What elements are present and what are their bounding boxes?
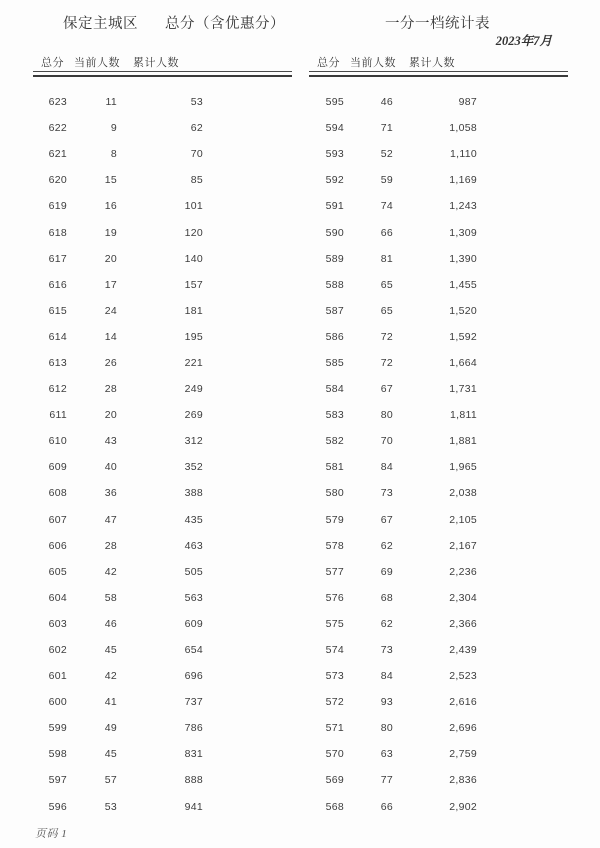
cumulative-count-cell: 85	[190, 174, 203, 187]
table-row	[33, 454, 292, 480]
current-count-cell: 52	[380, 148, 393, 161]
score-cell: 585	[325, 356, 344, 369]
score-cell: 601	[48, 670, 67, 683]
table-row	[33, 794, 292, 820]
table-row	[309, 246, 568, 272]
cumulative-count-cell: 1,811	[450, 409, 477, 422]
header-divider	[33, 71, 292, 77]
table-row	[33, 324, 292, 350]
table-row	[309, 298, 568, 324]
score-cell: 574	[325, 644, 344, 657]
current-count-cell: 42	[104, 670, 117, 683]
cumulative-count-cell: 888	[184, 774, 203, 787]
current-count-cell: 16	[104, 200, 117, 213]
region-label: 保定主城区	[63, 16, 138, 32]
score-cell: 599	[48, 722, 67, 735]
table-row	[33, 480, 292, 506]
cumulative-count-cell: 831	[184, 748, 203, 761]
table-row	[33, 376, 292, 402]
table-row	[33, 663, 292, 689]
current-count-cell: 45	[104, 748, 117, 761]
current-count-cell: 8	[110, 148, 117, 161]
table-body-left	[33, 89, 292, 820]
cumulative-count-cell: 157	[184, 278, 203, 291]
current-count-cell: 62	[380, 617, 393, 630]
table-row	[33, 167, 292, 193]
cumulative-count-cell: 1,309	[449, 226, 477, 239]
score-cell: 600	[48, 696, 67, 709]
score-cell: 580	[325, 487, 344, 500]
table-row	[309, 507, 568, 533]
score-cell: 586	[325, 330, 344, 343]
table-row	[309, 376, 568, 402]
cumulative-count-cell: 505	[184, 565, 203, 578]
table-row	[309, 219, 568, 245]
cumulative-count-cell: 1,058	[449, 122, 477, 135]
current-count-cell: 68	[380, 591, 393, 604]
score-cell: 578	[325, 539, 344, 552]
current-count-cell: 53	[104, 800, 117, 813]
current-count-cell: 65	[380, 278, 393, 291]
score-cell: 588	[325, 278, 344, 291]
current-count-cell: 77	[380, 774, 393, 787]
current-count-cell: 26	[104, 356, 117, 369]
current-count-cell: 45	[104, 644, 117, 657]
score-cell: 571	[325, 722, 344, 735]
table-row	[33, 350, 292, 376]
current-count-cell: 15	[104, 174, 117, 187]
table-row	[33, 219, 292, 245]
score-cell: 594	[325, 122, 344, 135]
table-row	[33, 298, 292, 324]
score-cell: 592	[325, 174, 344, 187]
table-row	[309, 794, 568, 820]
score-cell: 623	[48, 96, 67, 109]
table-row	[33, 193, 292, 219]
cumulative-count-cell: 120	[184, 226, 203, 239]
table-row	[309, 115, 568, 141]
table-row	[309, 585, 568, 611]
table-row	[33, 89, 292, 115]
current-count-cell: 69	[380, 565, 393, 578]
score-cell: 593	[325, 148, 344, 161]
table-row	[33, 741, 292, 767]
score-cell: 613	[48, 356, 67, 369]
score-cell: 582	[325, 435, 344, 448]
cumulative-count-cell: 1,965	[449, 461, 477, 474]
table-body-right	[309, 89, 568, 820]
score-cell: 598	[48, 748, 67, 761]
table-row	[309, 663, 568, 689]
current-count-cell: 40	[104, 461, 117, 474]
score-cell: 577	[325, 565, 344, 578]
current-count-cell: 74	[380, 200, 393, 213]
score-cell: 583	[325, 409, 344, 422]
score-cell: 611	[49, 409, 67, 422]
table-row	[309, 141, 568, 167]
score-cell: 610	[48, 435, 67, 448]
score-cell: 573	[325, 670, 344, 683]
current-count-cell: 66	[380, 800, 393, 813]
current-count-cell: 84	[380, 461, 393, 474]
table-row	[33, 767, 292, 793]
score-cell: 622	[48, 122, 67, 135]
table-row	[33, 559, 292, 585]
current-count-cell: 84	[380, 670, 393, 683]
cumulative-count-cell: 1,243	[449, 200, 477, 213]
cumulative-count-cell: 269	[184, 409, 203, 422]
table-header-right	[309, 54, 568, 68]
cumulative-count-cell: 1,110	[450, 148, 477, 161]
cumulative-count-cell: 1,455	[449, 278, 477, 291]
table-row	[309, 559, 568, 585]
table-row	[33, 246, 292, 272]
table-row	[309, 741, 568, 767]
cumulative-count-cell: 388	[184, 487, 203, 500]
table-row	[33, 533, 292, 559]
score-cell: 617	[48, 252, 67, 265]
score-cell: 602	[48, 644, 67, 657]
score-cell: 576	[325, 591, 344, 604]
score-cell: 605	[48, 565, 67, 578]
cumulative-count-cell: 2,105	[449, 513, 477, 526]
header-divider	[309, 71, 568, 77]
cumulative-count-cell: 249	[184, 383, 203, 396]
cumulative-count-cell: 435	[184, 513, 203, 526]
score-cell: 568	[325, 800, 344, 813]
score-cell: 614	[48, 330, 67, 343]
score-cell: 621	[48, 148, 67, 161]
cumulative-count-cell: 2,696	[449, 722, 477, 735]
current-count-cell: 93	[380, 696, 393, 709]
page-number-label: 页码 1	[35, 828, 68, 840]
score-cell: 575	[325, 617, 344, 630]
current-count-cell: 63	[380, 748, 393, 761]
score-cell: 619	[48, 200, 67, 213]
table-row	[33, 715, 292, 741]
table-row	[33, 115, 292, 141]
cumulative-count-cell: 654	[184, 644, 203, 657]
score-cell: 590	[325, 226, 344, 239]
score-cell: 616	[48, 278, 67, 291]
cumulative-count-cell: 737	[184, 696, 203, 709]
cumulative-count-cell: 2,304	[449, 591, 477, 604]
cumulative-count-cell: 101	[184, 200, 203, 213]
cumulative-count-cell: 1,520	[449, 304, 477, 317]
cumulative-count-cell: 2,759	[449, 748, 477, 761]
score-cell: 591	[325, 200, 344, 213]
score-cell: 587	[325, 304, 344, 317]
cumulative-count-cell: 2,836	[449, 774, 477, 787]
current-count-cell: 19	[104, 226, 117, 239]
cumulative-count-cell: 53	[190, 96, 203, 109]
cumulative-count-cell: 1,664	[449, 356, 477, 369]
table-row	[309, 611, 568, 637]
cumulative-count-cell: 221	[184, 356, 203, 369]
score-cell: 606	[48, 539, 67, 552]
table-row	[309, 715, 568, 741]
score-cell: 615	[48, 304, 67, 317]
table-row	[309, 167, 568, 193]
column-header-current-count: 当前人数	[74, 57, 120, 69]
cumulative-count-cell: 2,902	[449, 800, 477, 813]
table-row	[309, 637, 568, 663]
cumulative-count-cell: 987	[458, 96, 477, 109]
current-count-cell: 72	[380, 356, 393, 369]
table-row	[309, 402, 568, 428]
table-row	[309, 480, 568, 506]
cumulative-count-cell: 2,167	[449, 539, 477, 552]
cumulative-count-cell: 941	[184, 800, 203, 813]
score-cell: 618	[48, 226, 67, 239]
table-row	[33, 611, 292, 637]
cumulative-count-cell: 2,439	[449, 644, 477, 657]
score-cell: 584	[325, 383, 344, 396]
cumulative-count-cell: 312	[184, 435, 203, 448]
score-cell: 579	[325, 513, 344, 526]
score-cell: 581	[325, 461, 344, 474]
score-cell: 569	[325, 774, 344, 787]
table-row	[33, 585, 292, 611]
score-cell: 604	[48, 591, 67, 604]
score-type-label: 总分（含优惠分）	[165, 16, 285, 32]
score-cell: 596	[48, 800, 67, 813]
cumulative-count-cell: 463	[184, 539, 203, 552]
score-cell: 570	[325, 748, 344, 761]
score-cell: 609	[48, 461, 67, 474]
cumulative-count-cell: 1,390	[449, 252, 477, 265]
page-title: 一分一档统计表	[385, 16, 490, 32]
score-cell: 620	[48, 174, 67, 187]
current-count-cell: 14	[104, 330, 117, 343]
current-count-cell: 43	[104, 435, 117, 448]
table-row	[309, 533, 568, 559]
score-cell: 572	[325, 696, 344, 709]
table-row	[309, 454, 568, 480]
cumulative-count-cell: 62	[190, 122, 203, 135]
table-row	[309, 193, 568, 219]
current-count-cell: 70	[380, 435, 393, 448]
current-count-cell: 62	[380, 539, 393, 552]
current-count-cell: 47	[104, 513, 117, 526]
current-count-cell: 73	[380, 487, 393, 500]
current-count-cell: 80	[380, 722, 393, 735]
column-header-score: 总分	[317, 57, 340, 69]
score-cell: 597	[48, 774, 67, 787]
column-header-score: 总分	[41, 57, 64, 69]
cumulative-count-cell: 563	[184, 591, 203, 604]
current-count-cell: 65	[380, 304, 393, 317]
cumulative-count-cell: 786	[184, 722, 203, 735]
cumulative-count-cell: 140	[184, 252, 203, 265]
current-count-cell: 41	[104, 696, 117, 709]
score-cell: 612	[48, 383, 67, 396]
score-cell: 589	[325, 252, 344, 265]
current-count-cell: 58	[104, 591, 117, 604]
column-header-current-count: 当前人数	[350, 57, 396, 69]
current-count-cell: 57	[104, 774, 117, 787]
current-count-cell: 24	[104, 304, 117, 317]
cumulative-count-cell: 352	[184, 461, 203, 474]
current-count-cell: 9	[110, 122, 117, 135]
current-count-cell: 71	[380, 122, 393, 135]
current-count-cell: 81	[380, 252, 393, 265]
current-count-cell: 67	[380, 383, 393, 396]
current-count-cell: 49	[104, 722, 117, 735]
cumulative-count-cell: 1,731	[449, 383, 477, 396]
score-table-right	[309, 54, 568, 820]
current-count-cell: 36	[104, 487, 117, 500]
cumulative-count-cell: 1,169	[449, 174, 477, 187]
current-count-cell: 20	[104, 252, 117, 265]
table-row	[33, 507, 292, 533]
current-count-cell: 59	[380, 174, 393, 187]
current-count-cell: 42	[104, 565, 117, 578]
table-row	[309, 89, 568, 115]
table-row	[33, 428, 292, 454]
score-cell: 608	[48, 487, 67, 500]
score-cell: 607	[48, 513, 67, 526]
cumulative-count-cell: 195	[184, 330, 203, 343]
cumulative-count-cell: 2,038	[449, 487, 477, 500]
score-cell: 595	[325, 96, 344, 109]
current-count-cell: 73	[380, 644, 393, 657]
table-row	[309, 324, 568, 350]
table-row	[309, 350, 568, 376]
current-count-cell: 28	[104, 383, 117, 396]
cumulative-count-cell: 2,366	[449, 617, 477, 630]
score-table-left	[33, 54, 292, 820]
cumulative-count-cell: 609	[184, 617, 203, 630]
cumulative-count-cell: 181	[184, 304, 203, 317]
current-count-cell: 67	[380, 513, 393, 526]
cumulative-count-cell: 1,881	[449, 435, 477, 448]
cumulative-count-cell: 2,523	[449, 670, 477, 683]
cumulative-count-cell: 70	[190, 148, 203, 161]
table-header-left	[33, 54, 292, 68]
table-row	[309, 272, 568, 298]
cumulative-count-cell: 1,592	[449, 330, 477, 343]
column-header-cumulative-count: 累计人数	[133, 57, 179, 69]
table-row	[33, 272, 292, 298]
table-row	[309, 428, 568, 454]
table-row	[33, 637, 292, 663]
cumulative-count-cell: 2,236	[449, 565, 477, 578]
cumulative-count-cell: 696	[184, 670, 203, 683]
cumulative-count-cell: 2,616	[449, 696, 477, 709]
table-row	[309, 689, 568, 715]
current-count-cell: 46	[104, 617, 117, 630]
current-count-cell: 66	[380, 226, 393, 239]
table-row	[33, 402, 292, 428]
column-header-cumulative-count: 累计人数	[409, 57, 455, 69]
current-count-cell: 20	[104, 409, 117, 422]
current-count-cell: 28	[104, 539, 117, 552]
table-row	[33, 689, 292, 715]
report-date: 2023年7月	[495, 34, 552, 48]
current-count-cell: 11	[105, 96, 117, 109]
table-row	[33, 141, 292, 167]
current-count-cell: 46	[380, 96, 393, 109]
current-count-cell: 80	[380, 409, 393, 422]
current-count-cell: 72	[380, 330, 393, 343]
table-row	[309, 767, 568, 793]
current-count-cell: 17	[104, 278, 117, 291]
score-cell: 603	[48, 617, 67, 630]
